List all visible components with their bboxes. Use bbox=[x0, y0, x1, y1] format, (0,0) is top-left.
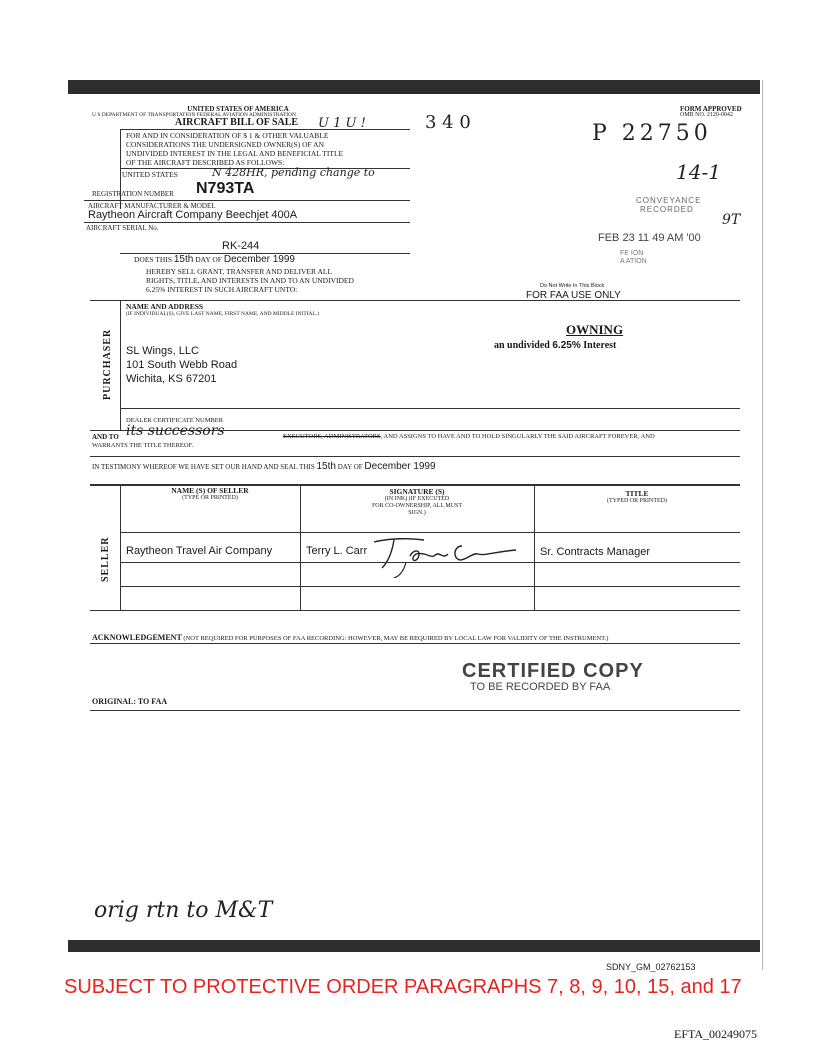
rule bbox=[120, 129, 410, 130]
faa-handwritten-number: P 22750 bbox=[592, 121, 712, 146]
acknowledgement-label: ACKNOWLEDGEMENT bbox=[92, 633, 182, 642]
owning-interest bbox=[494, 340, 616, 351]
country-label: UNITED STATES OF AMERICA bbox=[187, 105, 289, 113]
purchaser-city: Wichita, KS 67201 bbox=[126, 373, 217, 385]
serial-value: RK-244 bbox=[222, 240, 260, 252]
right-page-edge bbox=[762, 80, 763, 970]
col-name-sub: (TYPE OR PRINTED) bbox=[182, 495, 238, 501]
consideration-line: FOR AND IN CONSIDERATION OF $ 1 & OTHER VALUABLE bbox=[126, 131, 329, 140]
handwritten-footer-note: orig rtn to M&T bbox=[94, 898, 273, 923]
col-signature-header: SIGNATURE (S) bbox=[389, 487, 445, 496]
rule bbox=[120, 300, 121, 430]
rule bbox=[90, 710, 740, 711]
do-not-write-label: Do Not Write In This Block bbox=[540, 283, 605, 289]
acknowledgement-text: (NOT REQUIRED FOR PURPOSES OF FAA RECORDING: HOWEVER, MAY BE REQUIRED BY LOCAL LAW FOR VALIDITY OF THE INSTRUMENT.) bbox=[183, 635, 609, 642]
rule bbox=[120, 408, 740, 409]
manufacturer-label: AIRCRAFT MANUFACTURER & MODEL bbox=[88, 202, 216, 210]
warranty-struck-text: EXECUTORS, ADMINISTRATORS bbox=[283, 433, 381, 440]
col-title-header: TITLE bbox=[625, 489, 649, 498]
and-to-label: AND TO bbox=[92, 433, 119, 441]
consideration-line: CONSIDERATIONS THE UNDERSIGNED OWNER(S) OF AN bbox=[126, 140, 324, 149]
testimony-day: 15th bbox=[316, 461, 336, 472]
stamp-date: FEB 23 11 49 AM '00 bbox=[598, 232, 701, 244]
bates-number: SDNY_GM_02762153 bbox=[606, 962, 696, 972]
warranty-line2: WARRANTS THE TITLE THEREOF. bbox=[92, 442, 194, 449]
united-states-label: UNITED STATES bbox=[122, 170, 178, 179]
rule bbox=[120, 562, 740, 563]
original-to-faa: ORIGINAL: TO FAA bbox=[92, 697, 168, 706]
stamp-code: 3 4 0 bbox=[425, 112, 471, 133]
stamp-digits: U 1 U ! bbox=[318, 116, 366, 131]
serial-label: AIRCRAFT SERIAL No. bbox=[86, 224, 159, 232]
purchaser-street: 101 South Webb Road bbox=[126, 359, 238, 371]
purchaser-name: SL Wings, LLC bbox=[126, 345, 199, 357]
stamp-conveyance: CONVEYANCE bbox=[636, 196, 702, 205]
registration-number: N793TA bbox=[196, 180, 255, 197]
rule bbox=[120, 586, 740, 587]
form-approved: FORM APPROVED bbox=[680, 105, 742, 113]
form-title: AIRCRAFT BILL OF SALE bbox=[175, 117, 299, 128]
name-address-label: NAME AND ADDRESS bbox=[126, 302, 204, 311]
top-scan-bar bbox=[68, 80, 760, 94]
protective-order-notice: SUBJECT TO PROTECTIVE ORDER PARAGRAPHS 7, 8, 9, 10, 15, and 17 bbox=[64, 976, 742, 998]
seller-signature bbox=[370, 528, 520, 578]
transfer-month-year: December 1999 bbox=[223, 254, 295, 265]
col-title-sub: (TYPED OR PRINTED) bbox=[607, 498, 667, 504]
warranty-handwritten: its successors bbox=[126, 423, 225, 439]
transfer-line: HEREBY SELL GRANT, TRANSFER AND DELIVER ALL bbox=[146, 267, 333, 276]
owning-percent: 6.25% bbox=[552, 340, 581, 351]
rule bbox=[120, 484, 121, 610]
warranty-line1 bbox=[283, 432, 655, 442]
does-this-label: DOES THIS bbox=[134, 255, 172, 264]
owning-suffix: Interest bbox=[583, 340, 617, 351]
col-signature-sub-line: (IN INK) (IF EXECUTED bbox=[384, 496, 450, 502]
seller-side-label: SELLER bbox=[100, 536, 111, 582]
col-signature-sub bbox=[300, 496, 534, 517]
col-signature-sub-line: FOR CO-OWNERSHIP, ALL MUST bbox=[371, 503, 463, 509]
registration-handwritten-note: N 428HR, pending change to bbox=[212, 166, 375, 179]
faa-initials: 9T bbox=[722, 212, 741, 228]
consideration-line: UNDIVIDED INTEREST IN THE LEGAL AND BENEFICIAL TITLE bbox=[126, 149, 344, 158]
purchaser-side-label: PURCHASER bbox=[102, 328, 113, 400]
col-name-header: NAME (S) OF SELLER bbox=[171, 486, 249, 495]
owning-label: OWNING bbox=[566, 322, 624, 337]
manufacturer-value: Raytheon Aircraft Company Beechjet 400A bbox=[88, 209, 298, 221]
purchaser-address bbox=[126, 344, 237, 386]
registration-number-label: REGISTRATION NUMBER bbox=[92, 190, 174, 198]
omb-number: OMB NO. 2120-0042 bbox=[680, 112, 733, 118]
rule bbox=[90, 300, 740, 301]
warranty-line1-rest: , AND ASSIGNS TO HAVE AND TO HOLD SINGULARLY THE SAID AIRCRAFT FOREVER, AND bbox=[380, 433, 655, 440]
bottom-scan-bar bbox=[68, 940, 760, 952]
transfer-line: 6.25% INTEREST IN SUCH AIRCRAFT UNTO: bbox=[146, 285, 298, 294]
rule bbox=[90, 643, 740, 644]
certified-copy-subtitle: TO BE RECORDED BY FAA bbox=[470, 681, 611, 693]
consideration-text bbox=[126, 131, 343, 167]
efta-number: EFTA_00249075 bbox=[674, 1027, 758, 1041]
rule bbox=[90, 610, 740, 611]
for-faa-use-label: FOR FAA USE ONLY bbox=[526, 290, 621, 301]
certified-copy-title: CERTIFIED COPY bbox=[462, 660, 644, 682]
rule bbox=[90, 456, 740, 457]
transfer-day: 15th bbox=[173, 254, 194, 265]
transfer-line: RIGHTS, TITLE, AND INTERESTS IN AND TO AN UNDIVIDED bbox=[146, 276, 354, 285]
day-of-label: DAY OF bbox=[195, 255, 222, 264]
testimony-month-year: December 1999 bbox=[364, 461, 436, 472]
dealer-certificate-label: DEALER CERTIFICATE NUMBER bbox=[126, 417, 224, 424]
consideration-line: OF THE AIRCRAFT DESCRIBED AS FOLLOWS: bbox=[126, 158, 285, 167]
faa-handwritten-page: 14-1 bbox=[676, 160, 721, 184]
department-label: U S DEPARTMENT OF TRANSPORTATION FEDERAL AVIATION ADMINISTRATION bbox=[92, 112, 296, 118]
owning-prefix: an undivided bbox=[494, 340, 550, 351]
col-signature-sub-line: SIGN.) bbox=[408, 510, 426, 516]
seller-name: Raytheon Travel Air Company bbox=[126, 545, 273, 557]
transfer-line1 bbox=[134, 255, 295, 265]
testimony-prefix: IN TESTIMONY WHEREOF WE HAVE SET OUR HAND AND SEAL THIS bbox=[92, 463, 315, 471]
testimony-day-of: DAY OF bbox=[337, 463, 363, 471]
testimony-line bbox=[92, 462, 436, 472]
stamp-recorded: RECORDED bbox=[640, 205, 694, 214]
signer-name: Terry L. Carr bbox=[306, 545, 368, 557]
seller-title: Sr. Contracts Manager bbox=[540, 546, 651, 558]
transfer-text bbox=[146, 267, 354, 294]
name-address-hint: (IF INDIVIDUAL(S), GIVE LAST NAME, FIRST NAME, AND MIDDLE INITIAL.) bbox=[126, 311, 320, 317]
stamp-line4: A ATION bbox=[620, 258, 647, 265]
stamp-line3: FE ION bbox=[620, 250, 644, 257]
